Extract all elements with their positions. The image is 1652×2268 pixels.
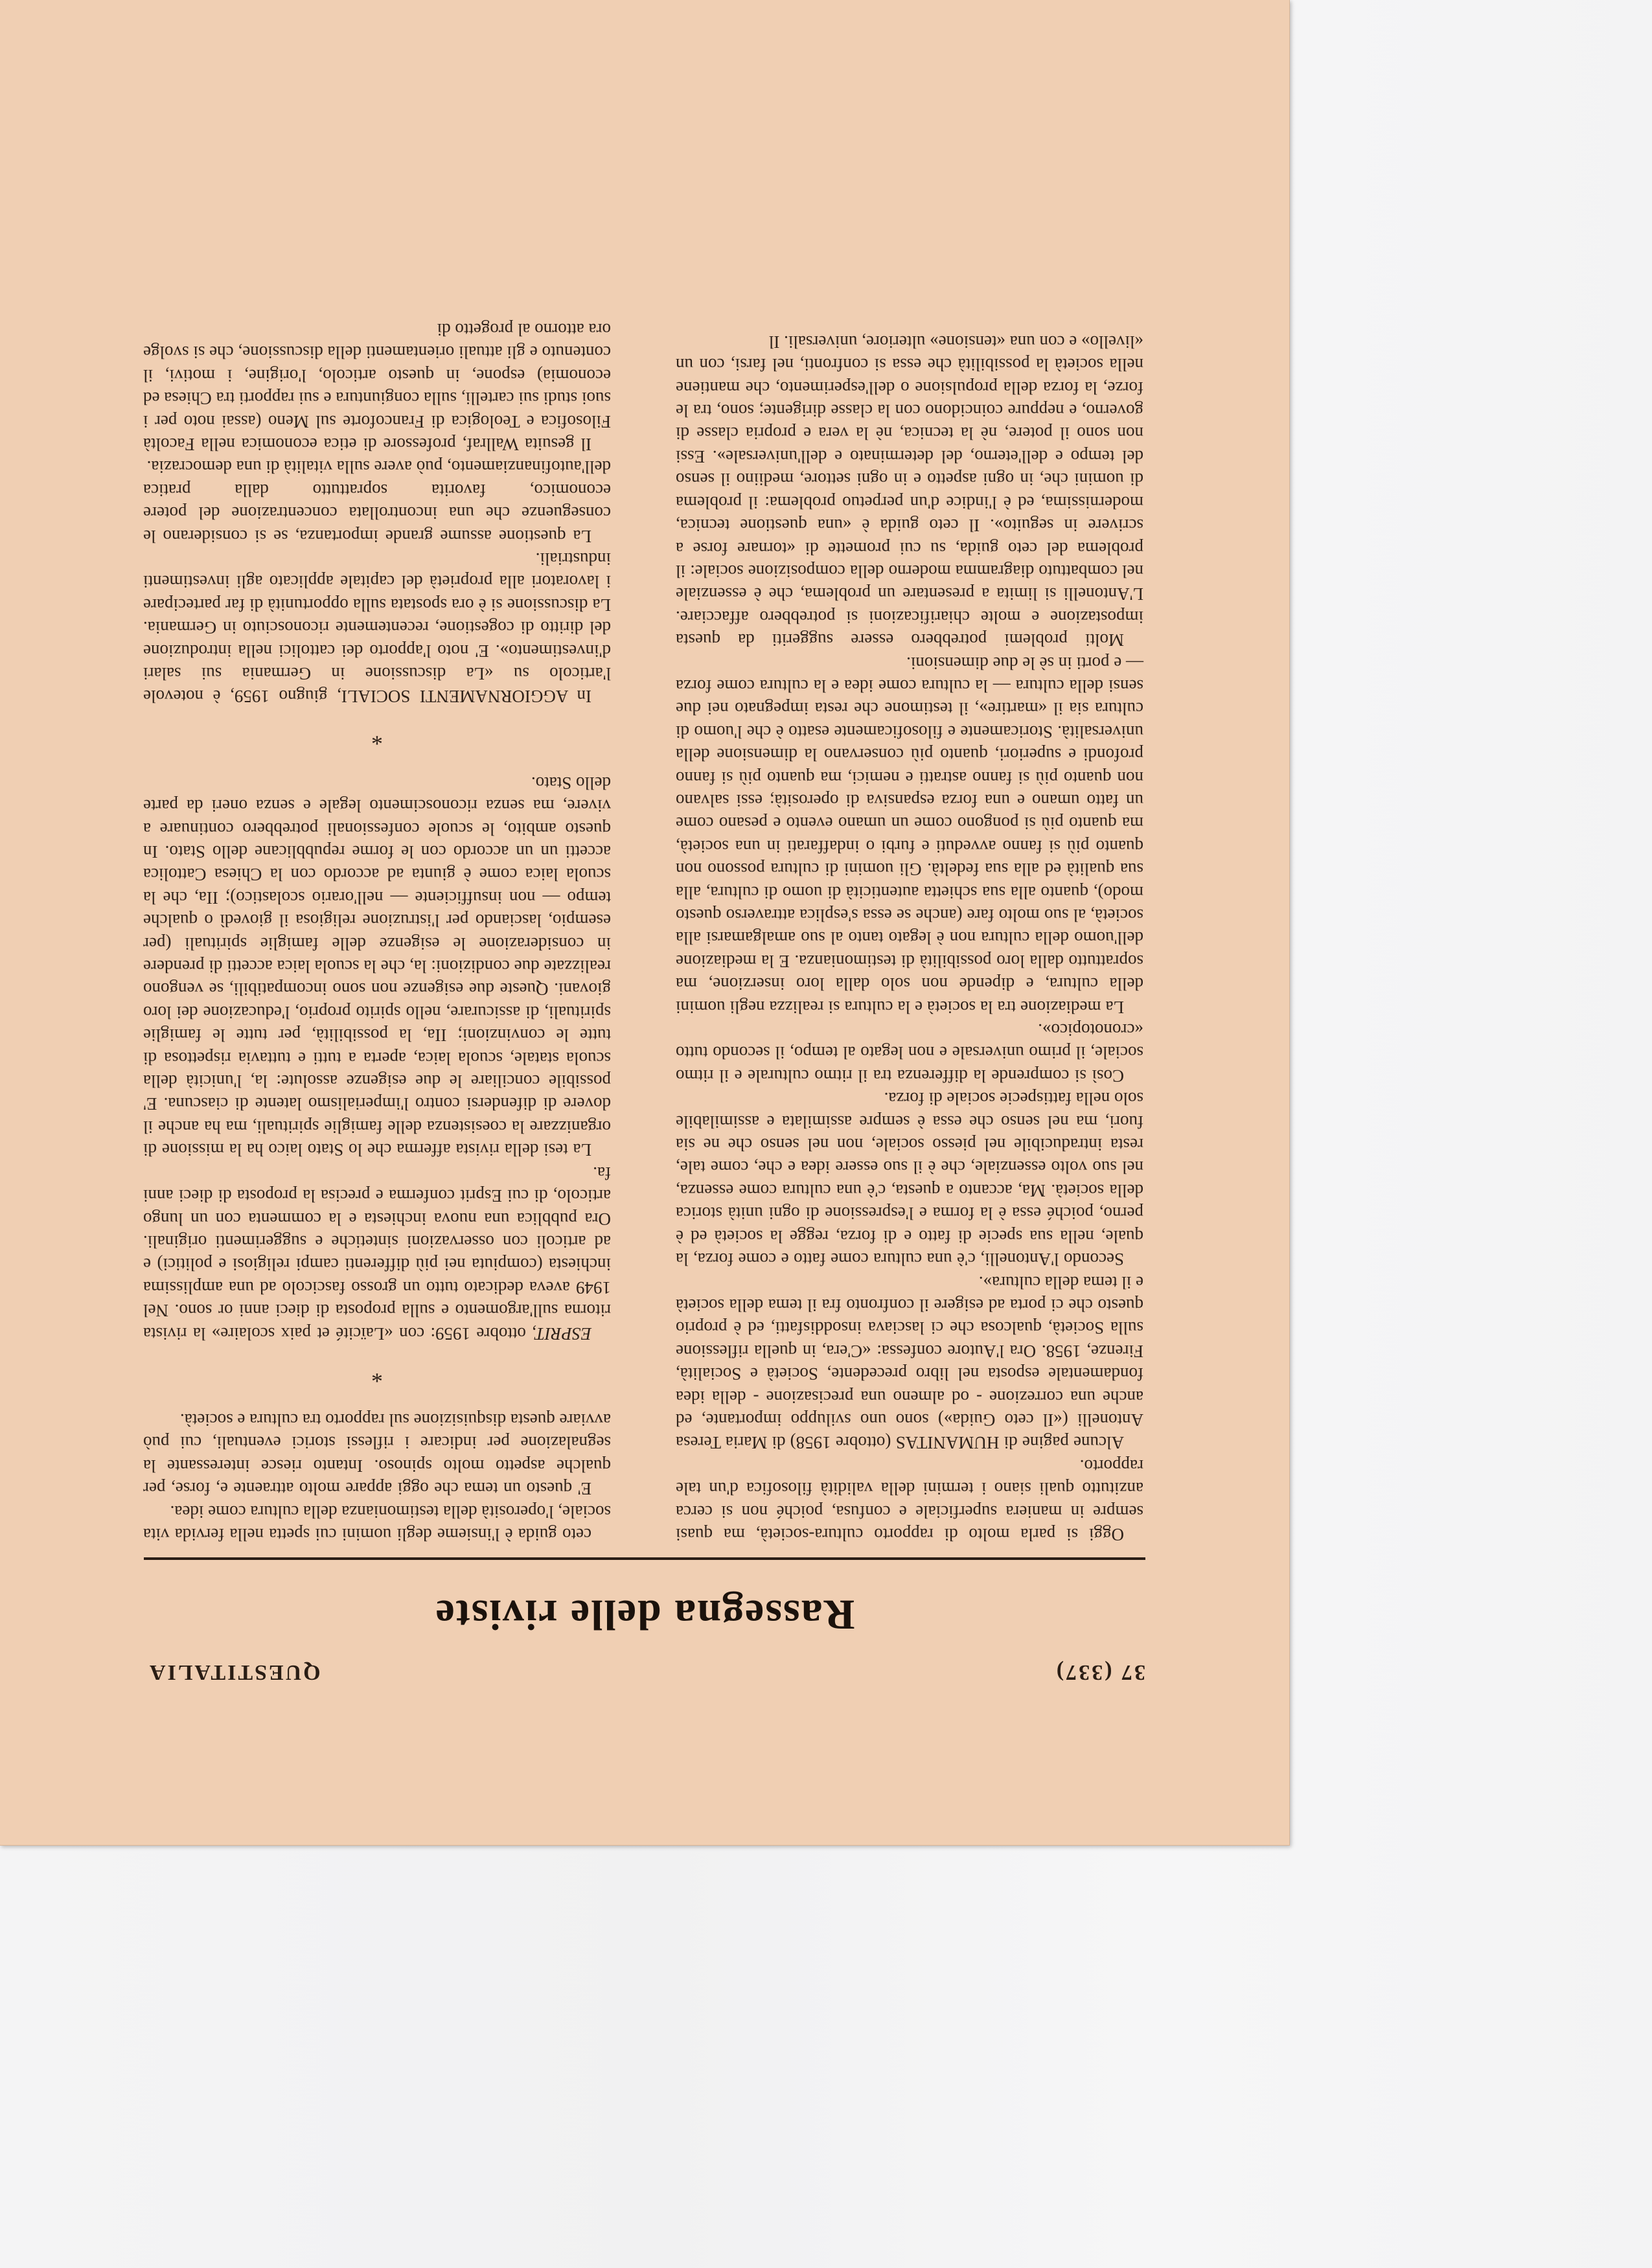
article-title: Rassegna delle riviste — [434, 1591, 855, 1638]
right-column — [143, 318, 611, 1546]
paragraph-text: ottobre 1959: con «Laïcité et paix scolaire» la rivista ritorna sull'argomento e sulla proposta di dieci anni or sono. Nel 1949 aveva dedicato tutto un grosso fascicolo ad una amplissima inchiesta (compiuta nei più differenti campi religiosi e politici) e ad articoli con osservazioni sintetiche e suggerimenti originali. Ora pubblica una nuova inchiesta e la commenta con un lungo articolo, di cui Esprit conferma e precisa la proposta di dieci anni fa. — [143, 1163, 611, 1344]
paragraph: Molti problemi potrebbero essere suggeriti da questa impostazione e molte chiarificazioni si potrebbero affacciare. L'Antonelli si limita a presentare un problema, che è essenziale nel combattuto diagramma moderno della composizione sociale: il problema del ceto guida, su cui promette di «tornare forse a scrivere in seguito». Il ceto guida è «una questione tecnica, modernissima, ed è l'indice d'un perpetuo problema: il problema di uomini che, in ogni aspetto e in ogni settore, mediino il senso del tempo e dell'eterno, del determinato e dell'universale». Essi non sono il potere, nè la tecnica, nè la vera e propria classe di governo, e neppure coincidono con la classe dirigente; sono, tra le forze, la forza della propulsione o dell'esperimento, che mantiene nella società la possibilità che essa si confronti, nel farsi, con un «livello» e con una «tensione» ulteriore, universali. Il — [676, 332, 1143, 650]
paragraph: La questione assume grande importanza, se si considerano le conseguenze che una incontrollata concentrazione del potere economico, favorita soprattutto dalla pratica dell'autofinanziamento, può avere sulla vitalità di una democrazia. — [143, 457, 611, 546]
running-head-page-number: 37 (337) — [1054, 1660, 1145, 1684]
paragraph: La tesi della rivista afferma che lo Stato laico ha la missione di organizzare la coesistenza delle famiglie spirituali, ma ha anche il dovere di difendersi contro l'imperialismo latente di ciascuna. E' possibile conciliare le due esigenze assolute: la, l'unicità della scuola statale, scuola laica, aperta a tutti e tuttavia rispettosa di tutte le convinzioni; IIa, la possibilità, per tutte le famiglie spirituali, di assicurare, nello spirito proprio, l'educazione dei loro giovani. Queste due esigenze non sono incompatibili, se vengono realizzate due condizioni: la, che la scuola laica accetti di prendere in considerazione le esigenze delle famiglie spirituali (per esempio, lasciando per l'istruzione religiosa il giovedì o qualche tempo — non insufficiente — nell'orario scolastico); IIa, che la scuola laica come è giunta ad accordo con la Chiesa Cattolica accetti un un accordo con le forme repubblicane dello Stato. In questo ambito, le scuole confessionali potrebbero continuare a vivere, ma senza riconoscimento legale e senza oneri da parte dello Stato. — [143, 773, 611, 1160]
paragraph: E' questo un tema che oggi appare molto attraente e, forse, per qualche aspetto molto spinoso. Intanto riesce interessante la segnalazione per indicare i riflessi storici eventuali, cui può avviare questa disquisizione sul rapporto tra cultura e società. — [143, 1410, 611, 1499]
paragraph: Così si comprende la differenza tra il ritmo culturale e il ritmo sociale, il primo universale e non legato al tempo, il secondo tutto «cronotopico». — [676, 1020, 1143, 1086]
paragraph: Secondo l'Antonelli, c'è una cultura come fatto e come forza, la quale, nella sua specie di fatto e di forza, regge la società ed è perno, poiché essa è la forma e l'espressione di ogni unità storica della società. Ma, accanto a questa, c'è una cultura come essenza, nel suo volto essenziale, che è il suo essere idea e che, come tale, resta intraducibile nel piesso sociale, non nel senso che ne sia fuori, ma nel senso che essa è sempre assimilata e assimilabile solo nella fattispecie sociale di forza. — [676, 1089, 1143, 1270]
paragraph: La mediazione tra la società e la cultura si realizza negli uomini della cultura, e dipende non solo dalla loro inserzione, ma soprattutto dalla loro possibilità di testimonianza. E la mediazione dell'uomo della cultura non è legato tanto al suo amalgamarsi alla società, al suo molto fare (anche se essa s'esplica attraverso questo modo), quanto alla sua schietta autenticità di uomo di cultura, alla sua qualità ed alla sua fedeltà. Gli uomini di cultura possono non quanto più si fanno avveduti e furbi o indaffarati in una società, ma quanto più si pongono come un umano evento e pesano come un fatto umano e una forza espansiva di operosità; essi salvano non quanto più si fanno astratti e nemici, ma quanto più si fanno profondi e superiori, quanto più conservano la dimensione della universalità. Storicamente e filosoficamente esatto è che l'uomo di cultura sia il «martire», il testimone che resta impegnato nei due sensi della cultura — la cultura come idea e la cultura come forza — e porti in sè le due dimensioni. — [676, 653, 1143, 1017]
section-separator: * — [371, 724, 383, 751]
title-rule — [144, 1557, 1145, 1560]
section-separator: * — [371, 1361, 383, 1388]
paragraph: ceto guida è l'insieme degli uomini cui spetta nella fervida vita sociale, l'operosità della testimonianza della cultura come idea. — [143, 1502, 611, 1544]
paragraph: Alcune pagine di HUMANITAS (ottobre 1958) di Maria Teresa Antonelli («Il ceto Guida») sono uno sviluppo importante, ed anche una correzione - od almeno una precisazione - della idea fondamentale esposta nel libro precedente, Società e Socialità, Firenze, 1958. Ora l'Autore confessa: «C'era, in quella riflessione sulla Società, qualcosa che ci lasciava insoddisfatti, ed è proprio questo che ci porta ad esigere il confronto fra il tema della società e il tema della cultura». — [676, 1272, 1143, 1453]
paragraph-esprit — [143, 1161, 611, 1344]
paragraph: Oggi si parla molto di rapporto cultura-società, ma quasi sempre in maniera superficiale e confusa, poiché non si cerca anzitutto quali siano i termini della validità filosofica d'un tale rapporto. — [676, 1456, 1143, 1544]
paragraph: In AGGIORNAMENTI SOCIALI, giugno 1959, è notevole l'articolo su «La discussione in Germania sui salari d'investimento». E' noto l'apporto dei cattolici nella introduzione del diritto di cogestione, recentemente riconosciuto in Germania. La discussione si è ora spostata sulla opportunità di far partecipare i lavoratori alla proprietà del capitale applicato agli investimenti industriali. — [143, 549, 611, 707]
left-column — [676, 330, 1143, 1546]
review-name-esprit: ESPRIT, — [532, 1323, 591, 1344]
running-head-journal: QUESTITALIA — [148, 1660, 321, 1684]
paragraph: Il gesuita Wallraf, professore di etica economica nella Facoltà Filosofica e Teologica di Francoforte sul Meno (assai noto per i suoi studi sui cartelli, sulla congiuntura e sui rapporti tra Chiesa ed economia) espone, in questo articolo, l'origine, i motivi, il contenuto e gli attuali orientamenti della discussione, che si svolge ora attorno al progetto di — [143, 319, 611, 454]
